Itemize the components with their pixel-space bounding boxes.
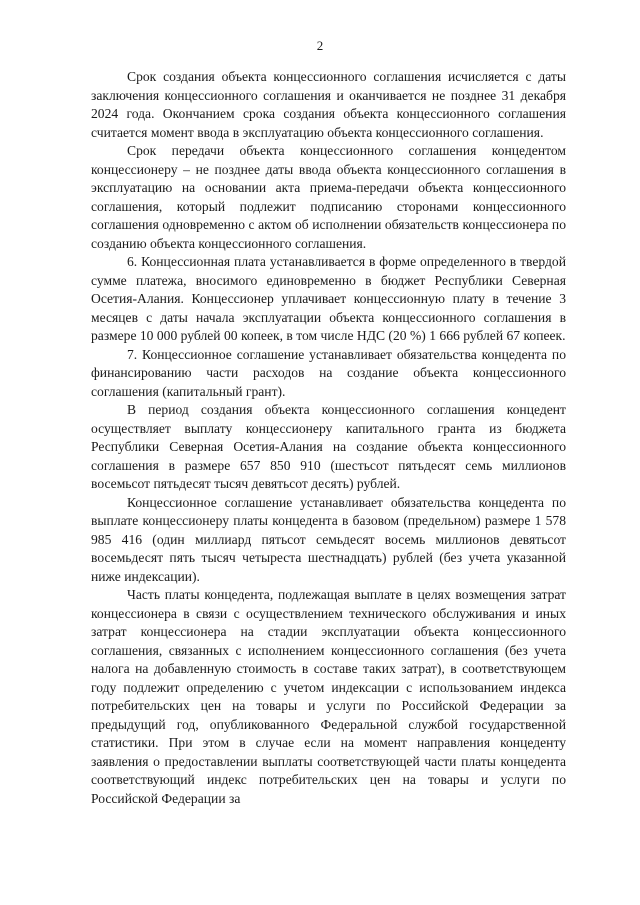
paragraph-concession-fee: 6. Концессионная плата устанавливается в форме определенного в твердой сумме платежа, вносимого единовременно в бюджет Республики Северная Осетия-Алания. Концессионер уплачивает концессионную плату в течение 3 месяцев с даты начала эксплуатации объекта концессионного соглашения в размере 10 000 рублей 00 копеек, в том числе НДС (20 %) 1 666 рублей 67 копеек. — [91, 254, 566, 343]
page-number: 2 — [316, 38, 324, 53]
paragraph-capital-grant: 7. Концессионное соглашение устанавливает обязательства концедента по финансированию части расходов на создание объекта концессионного соглашения (капитальный грант). — [91, 346, 566, 399]
paragraph-grantor-payment: Концессионное соглашение устанавливает обязательства концедента по выплате концессионеру платы концедента в базовом (предельном) размере 1 578 985 416 (один миллиард пятьсот семьдесят восемь миллионов девятьсот восемьдесят пять тысяч четыреста шестнадцать) рублей (без учета указанной ниже индексации). — [91, 494, 566, 584]
paragraph-creation-term: Срок создания объекта концессионного соглашения исчисляется с даты заключения концессионного соглашения и оканчивается не позднее 31 декабря 2024 года. Окончанием срока создания объекта концессионного соглашения считается момент ввода в эксплуатацию объекта концессионного соглашения. — [91, 69, 566, 140]
paragraph-grant-payment: В период создания объекта концессионного соглашения концедент осуществляет выплату концессионеру капитального гранта из бюджета Республики Северная Осетия-Алания на создание объекта концессионного соглашения в размере 657 850 910 (шестьсот пятьдесят семь миллионов восемьсот пятьдесят тысяч девятьсот десять) рублей. — [91, 402, 566, 491]
paragraph-indexation: Часть платы концедента, подлежащая выплате в целях возмещения затрат концессионера в связи с осуществлением технического обслуживания и иных затрат концессионера на стадии эксплуатации объекта концессионного соглашения, связанных с исполнением концессионного соглашения (без учета налога на добавленную стоимость в составе таких затрат), в соответствующем году подлежит определению с учетом индексации с использованием индекса потребительских цен на товары и услуги по Российской Федерации за предыдущий год, опубликованного Федеральной службой государственной статистики. При этом в случае если на момент направления концеденту заявления о предоставлении выплаты соответствующей части платы концедента соответствующий индекс потребительских цен на товары и услуги по Российской Федерации за — [91, 587, 566, 806]
document-body — [91, 68, 566, 808]
paragraph-transfer-term: Срок передачи объекта концессионного соглашения концедентом концессионеру – не позднее даты ввода объекта концессионного соглашения в эксплуатацию на основании акта приема-передачи объекта концессионного соглашения, который подлежит подписанию сторонами концессионного соглашения одновременно с актом об исполнении обязательств концессионера по созданию объекта концессионного соглашения. — [91, 143, 566, 251]
